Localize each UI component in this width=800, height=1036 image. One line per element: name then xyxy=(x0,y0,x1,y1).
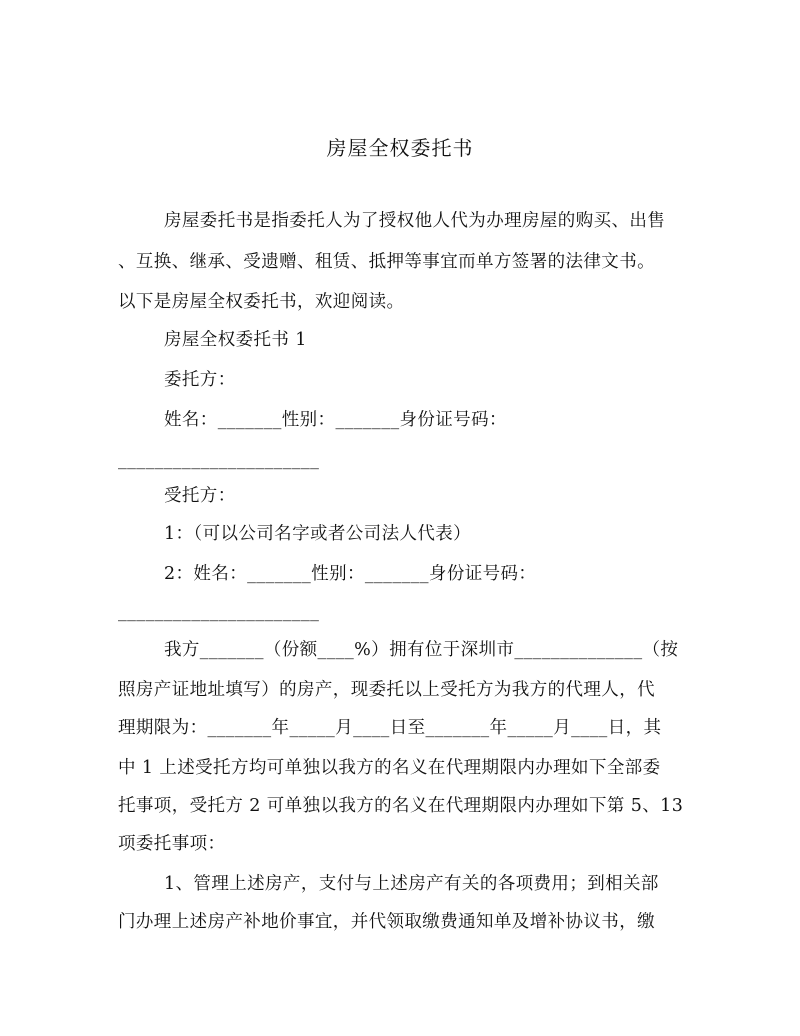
principal-label: 委托方： xyxy=(164,370,236,390)
intro-line-3: 以下是房屋全权委托书，欢迎阅读。 xyxy=(118,292,405,312)
item-1-line-1: 1、管理上述房产，支付与上述房产有关的各项费用；到相关部 xyxy=(164,874,659,894)
section-heading: 房屋全权委托书 1 xyxy=(164,330,307,350)
body-line-5: 托事项，受托方 2 可单独以我方的名义在代理期限内办理如下第 5、13 xyxy=(118,796,684,816)
body-line-2: 照房产证地址填写）的房产，现委托以上受托方为我方的代理人，代 xyxy=(118,680,655,700)
body-line-4: 中 1 上述受托方均可单独以我方的名义在代理期限内办理如下全部委 xyxy=(118,758,661,778)
item-1-line-2: 门办理上述房产补地价事宜，并代领取缴费通知单及增补协议书，缴 xyxy=(118,912,655,932)
principal-fields: 姓名：_______性别：_______身份证号码： xyxy=(164,410,507,430)
document-title: 房屋全权委托书 xyxy=(326,136,474,160)
agent-label: 受托方： xyxy=(164,486,236,506)
principal-id-blank: ______________________ xyxy=(118,450,320,470)
intro-line-1: 房屋委托书是指委托人为了授权他人代为办理房屋的购买、出售 xyxy=(164,211,666,231)
body-line-6: 项委托事项： xyxy=(118,834,226,854)
body-line-1: 我方_______（份额____%）拥有位于深圳市______________（按 xyxy=(164,640,679,660)
body-line-3: 理期限为：_______年_____月____日至_______年_____月____日，其 xyxy=(118,718,662,738)
agent-2-fields: 2：姓名：_______性别：_______身份证号码： xyxy=(164,564,537,584)
intro-line-2: 、互换、继承、受遗赠、租赁、抵押等事宜而单方签署的法律文书。 xyxy=(118,252,655,272)
agent-1-line: 1：（可以公司名字或者公司法人代表） xyxy=(164,524,472,544)
agent-2-id-blank: ______________________ xyxy=(118,602,320,622)
